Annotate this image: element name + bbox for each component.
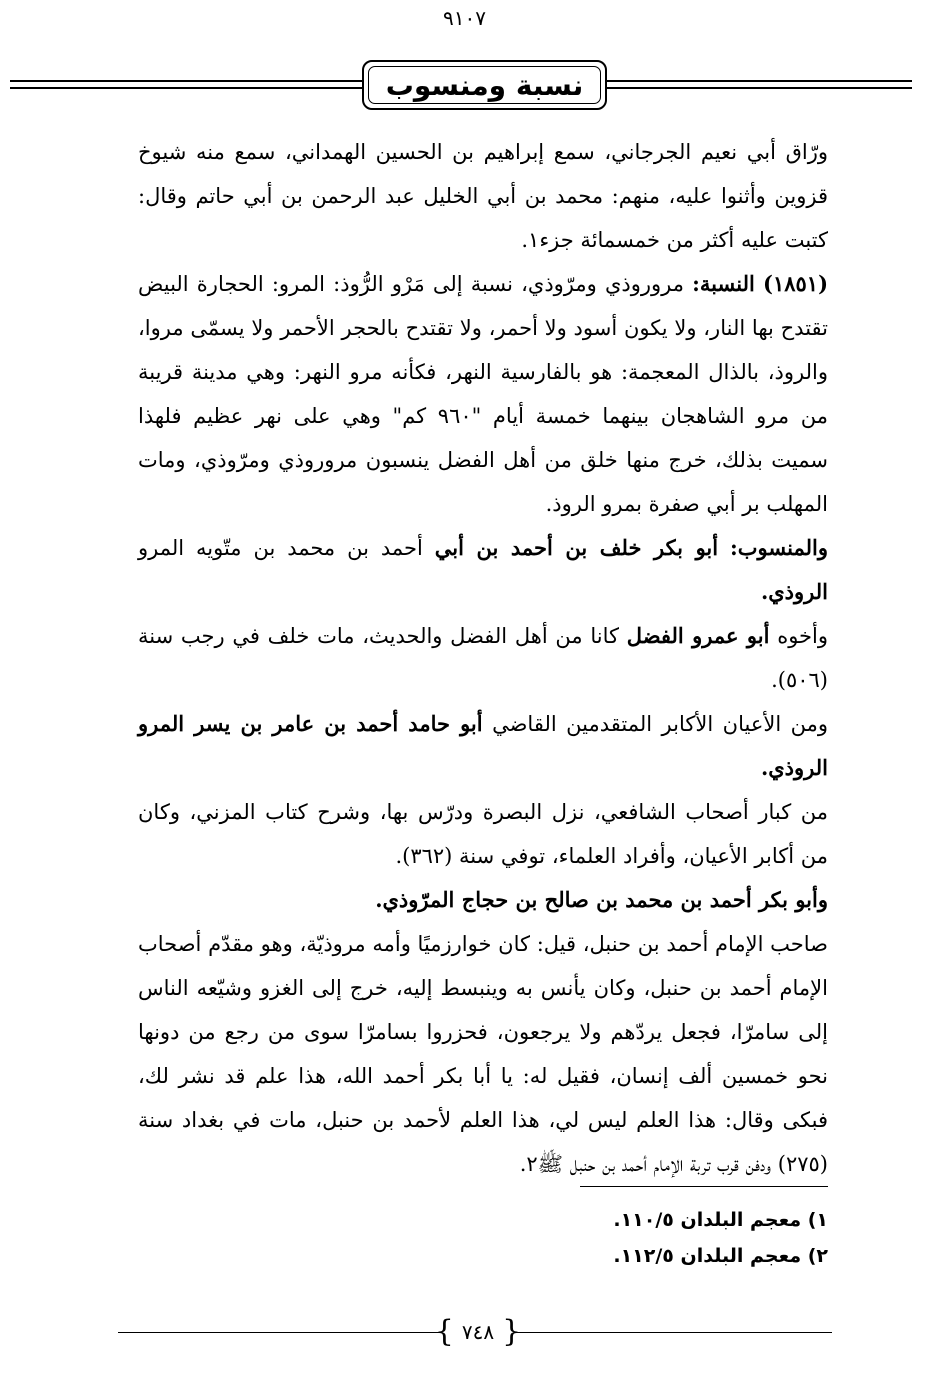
footnotes <box>400 1202 828 1274</box>
brace-right: } <box>502 1314 522 1349</box>
notables-intro: ومن الأعيان الأكابر المتقدمين القاضي <box>492 712 829 736</box>
paragraph-4 <box>138 614 828 702</box>
page-title: نسبة ومنسوب <box>385 68 584 102</box>
person-name-1: أبو بكر خلف بن أحمد بن أبي <box>434 535 719 560</box>
brace-left: { <box>434 1314 454 1349</box>
footnote-separator <box>580 1186 828 1187</box>
page-number-box <box>434 1314 522 1349</box>
paragraph-5 <box>138 702 828 790</box>
nisba-text: مروروذي ومرّوذي، نسبة إلى مَرْو الرُّوذ: المرو: الحجارة البيض تقتدح بها النار، ولا يكون أسود ولا أحمر، ولا تقتدح بالحجر الأحمر ولا يسمّى مروا، والروذ، بالذال المعجمة: هو بالفارسية النهر، فكأنه مرو النهر: وهي مدينة قريبة من مرو الشاهجان بينهما خمسة أيام "٩٦٠ كم" وهي على نهر عظيم فلهذا سميت بذلك، خرج منها خلق من أهل الفضل ينسبون مروروذي ومرّوذي، ومات المهلب بر أبي صفرة بمرو الروذ. <box>138 272 828 516</box>
page-number: ٧٤٨ <box>461 1320 495 1344</box>
main-text <box>138 130 828 1186</box>
footnote-2: ٢) معجم البلدان ١١٢/٥. <box>613 1245 828 1267</box>
header-rule-left <box>10 80 362 92</box>
brother-intro: وأخوه <box>777 624 828 648</box>
top-page-mark: ٩١٠٧ <box>443 6 486 30</box>
person-name-2: أبو عمرو الفضل <box>626 623 770 648</box>
header-title-inner <box>368 66 601 104</box>
mansub-label: والمنسوب: <box>730 535 828 560</box>
footnote-1: ١) معجم البلدان ١١٠/٥. <box>613 1209 828 1231</box>
nisba-label: النسبة: <box>692 271 755 296</box>
brother-text: كانا من أهل الفضل والحديث، مات خلف في رجب سنة (٥٠٦). <box>138 624 828 692</box>
person-name-3: أبو حامد أحمد بن عامر بن يسر المرو الروذي. <box>138 711 828 780</box>
paragraph-3 <box>138 526 828 614</box>
paragraph-8: صاحب الإمام أحمد بن حنبل، قيل: كان خوارزميًا وأمه مروذيّة، وهو مقدّم أصحاب الإمام أحمد بن حنبل، وكان يأنس به وينبسط إليه، خرج إلى الغزو وشيّعه الناس إلى سامرّا، فجعل يردّهم ولا يرجعون، فحزروا بسامرّا سوى من رجع من دونها نحو خمسين ألف إنسان، فقيل له: يا أبا بكر أحمد الله، هذا علم قد نشر لك، فبكى وقال: هذا العلم ليس لي، هذا العلم لأحمد بن حنبل، مات في بغداد سنة (٢٧٥) ودفن قرب تربة الإمام أحمد بن حنبل ﷺ٢. <box>138 932 828 1176</box>
person-lineage-1: أحمد بن محمد بن متّويه المرو <box>138 536 423 560</box>
paragraph-6: من كبار أصحاب الشافعي، نزل البصرة ودرّس بها، وشرح كتاب المزني، وكان من أكابر الأعيان، وأفراد العلماء، توفي سنة (٣٦٢). <box>138 800 828 868</box>
header-title-box <box>362 60 607 110</box>
entry-number: (١٨٥١) <box>763 271 828 296</box>
header-rule-right <box>607 80 912 92</box>
paragraph-7: وأبو بكر أحمد بن محمد بن صالح بن حجاج المرّوذي. <box>375 887 828 912</box>
paragraph-1: ورّاق أبي نعيم الجرجاني، سمع إبراهيم بن الحسين الهمداني، سمع منه شيوخ قزوين وأثنوا عليه، منهم: محمد بن أبي الخليل عبد الرحمن بن أبي حاتم وقال: كتبت عليه أكثر من خمسمائة جزء١. <box>138 140 828 252</box>
person-nisba-1: الروذي. <box>760 579 828 604</box>
paragraph-2 <box>138 262 828 526</box>
